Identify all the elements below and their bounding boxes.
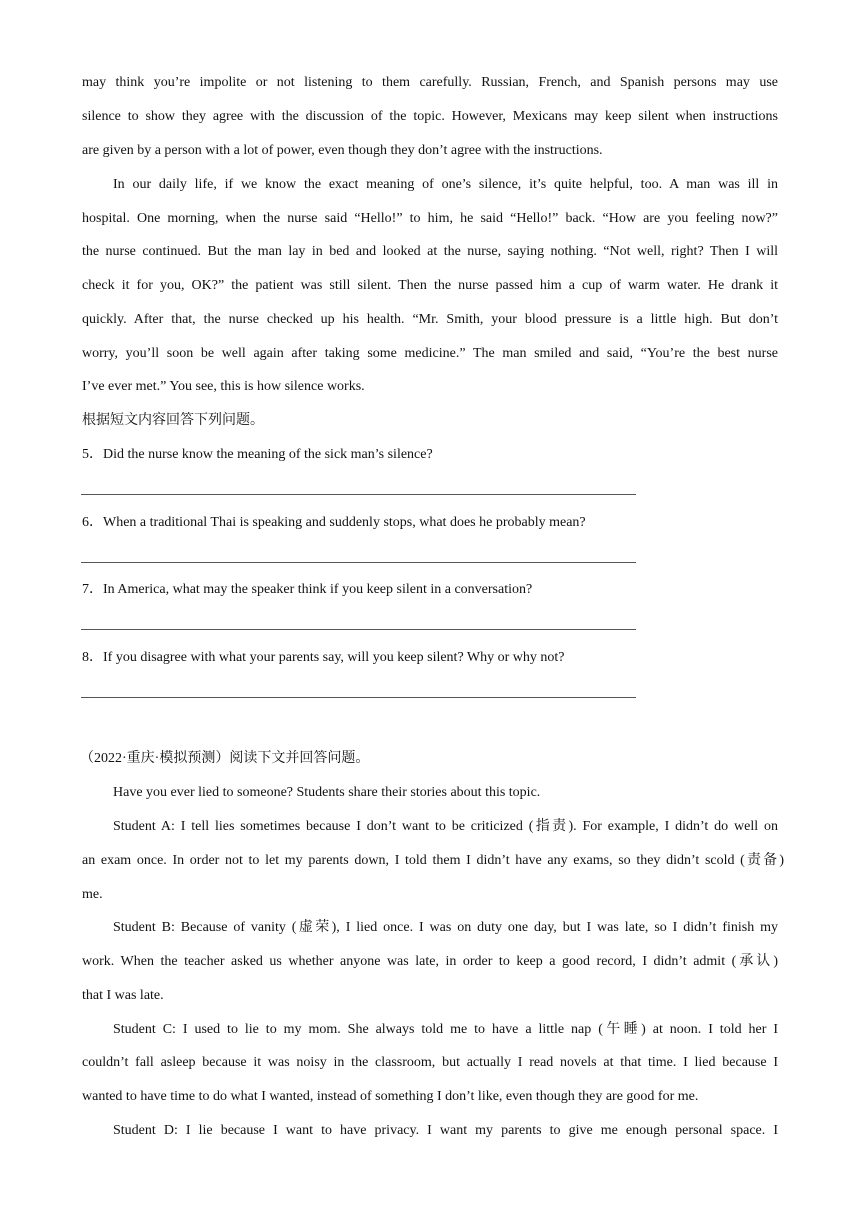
question-5: 5．Did the nurse know the meaning of the sick man’s silence? bbox=[82, 447, 433, 462]
passage-line: hospital. One morning, when the nurse said “Hello!” to him, he said “Hello!” back. “How are you feeling now?” bbox=[82, 211, 778, 226]
passage-line: are given by a person with a lot of power, even though they don’t agree with the instructions. bbox=[82, 143, 603, 158]
passage-line: worry, you’ll soon be well again after taking some medicine.” The man smiled and said, “You’re the best nurse bbox=[82, 346, 778, 361]
section-line: me. bbox=[82, 887, 103, 902]
answer-line-8[interactable] bbox=[81, 697, 636, 698]
answer-line-6[interactable] bbox=[81, 562, 636, 563]
section-line: that I was late. bbox=[82, 988, 164, 1003]
passage-line: In our daily life, if we know the exact meaning of one’s silence, it’s quite helpful, too. A man was ill in bbox=[113, 177, 778, 192]
section-line: work. When the teacher asked us whether anyone was late, in order to keep a good record, I didn’t admit (承认) bbox=[82, 954, 778, 969]
passage-line: quickly. After that, the nurse checked up his health. “Mr. Smith, your blood pressure is a little high. But don’t bbox=[82, 312, 778, 327]
section-line: Student D: I lie because I want to have privacy. I want my parents to give me enough personal space. I bbox=[113, 1123, 778, 1138]
answer-line-5[interactable] bbox=[81, 494, 636, 495]
section-line: Student B: Because of vanity (虚荣), I lied once. I was on duty one day, but I was late, so I didn’t finish my bbox=[113, 920, 778, 935]
question-8: 8．If you disagree with what your parents say, will you keep silent? Why or why not? bbox=[82, 650, 565, 665]
question-6: 6．When a traditional Thai is speaking and suddenly stops, what does he probably mean? bbox=[82, 515, 586, 530]
passage-line: I’ve ever met.” You see, this is how silence works. bbox=[82, 379, 365, 394]
instruction-text: 根据短文内容回答下列问题。 bbox=[82, 413, 264, 428]
section-line: Have you ever lied to someone? Students share their stories about this topic. bbox=[113, 785, 541, 800]
section-header: （2022·重庆·模拟预测）阅读下文并回答问题。 bbox=[80, 751, 370, 766]
section-line: wanted to have time to do what I wanted, instead of something I don’t like, even though they are good for me. bbox=[82, 1089, 699, 1104]
passage-line: silence to show they agree with the discussion of the topic. However, Mexicans may keep silent when instructions bbox=[82, 109, 778, 124]
section-line: Student A: I tell lies sometimes because I don’t want to be criticized (指责). For example, I didn’t do well on bbox=[113, 819, 778, 834]
passage-line: may think you’re impolite or not listening to them carefully. Russian, French, and Spanish persons may use bbox=[82, 75, 778, 90]
passage-line: check it for you, OK?” the patient was still silent. Then the nurse passed him a cup of warm water. He drank it bbox=[82, 278, 778, 293]
passage-line: the nurse continued. But the man lay in bed and looked at the nurse, saying nothing. “Not well, right? Then I will bbox=[82, 244, 778, 259]
section-line: an exam once. In order not to let my parents down, I told them I didn’t have any exams, so they didn’t scold (责备) bbox=[82, 853, 784, 868]
answer-line-7[interactable] bbox=[81, 629, 636, 630]
section-line: Student C: I used to lie to my mom. She always told me to have a little nap (午睡) at noon. I told her I bbox=[113, 1022, 778, 1037]
question-7: 7．In America, what may the speaker think if you keep silent in a conversation? bbox=[82, 582, 533, 597]
section-line: couldn’t fall asleep because it was noisy in the classroom, but actually I read novels at that time. I lied because I bbox=[82, 1055, 778, 1070]
